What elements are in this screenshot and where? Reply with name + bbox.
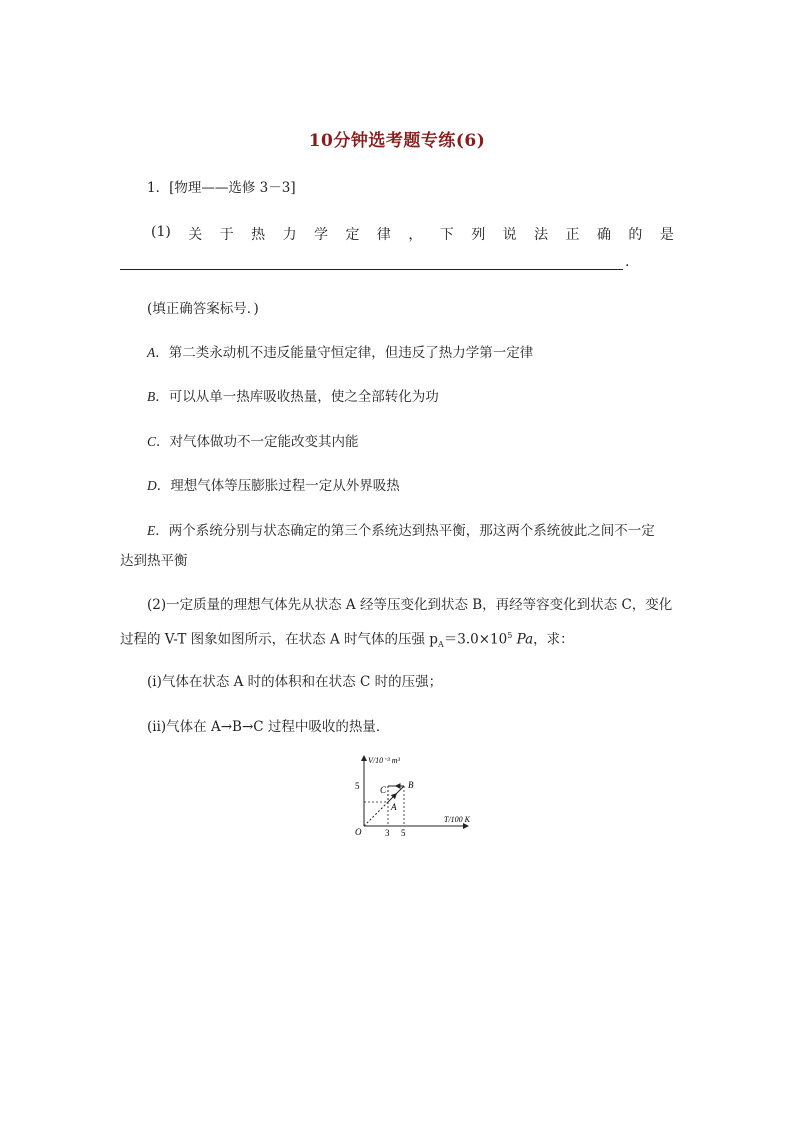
point-label-b: B (408, 780, 414, 790)
stem-char: 确 (596, 227, 611, 243)
stem-char: 说 (502, 227, 517, 243)
answer-blank-line (120, 269, 623, 270)
part2-line2-text: 过程的 V-T 图象如图所示，在状态 A 时气体的压强 p (120, 631, 438, 648)
stem-char: 关 (188, 227, 203, 243)
option-letter: B (147, 389, 156, 404)
stem-char: 热 (251, 227, 266, 243)
stem-char: 是 (659, 227, 674, 243)
stem-char: 力 (282, 227, 297, 243)
pressure-subscript: A (437, 640, 444, 650)
option-text: ．两个系统分别与状态确定的第三个系统达到热平衡，那这两个系统彼此之间不一定 (155, 523, 655, 539)
part2-line1: (2)一定质量的理想气体先从状态 A 经等压变化到状态 B，再经等容变化到状态 C，变化 (147, 597, 673, 613)
page-title: 10分钟选考题专练(6) (308, 131, 486, 151)
stem-char: 的 (628, 227, 643, 243)
stem-char: 列 (471, 227, 486, 243)
stem-char: 于 (219, 227, 234, 243)
option-letter: A (147, 345, 156, 360)
option-letter: C (147, 434, 157, 449)
option-letter: D (147, 478, 157, 493)
sub-question-ii: (ⅱ)气体在 A→B→C 过程中吸收的热量． (147, 719, 390, 735)
part2-line2-end: ，求： (533, 631, 574, 648)
option-c (147, 432, 359, 452)
point-label-a: A (391, 802, 397, 812)
stem-char: 正 (565, 227, 580, 243)
question-heading: 1．[物理——选修 3－3] (147, 180, 296, 196)
stem-char: 定 (345, 227, 360, 243)
x-axis-label: T/100 K (444, 815, 471, 824)
option-text: ．第二类永动机不违反能量守恒定律，但违反了热力学第一定律 (155, 345, 534, 361)
sub-question-i: (ⅰ)气体在状态 A 时的体积和在状态 C 时的压强； (147, 674, 443, 690)
stem-char: 法 (534, 227, 549, 243)
option-a (147, 343, 533, 363)
y-tick-label: 5 (355, 781, 360, 791)
stem-char: 律 (376, 227, 391, 243)
pressure-unit: Pa (516, 631, 534, 648)
origin-label: O (355, 827, 362, 837)
point-label-c: C (380, 785, 387, 795)
x-tick-label: 3 (385, 828, 390, 838)
vt-graph (350, 752, 480, 842)
option-e (147, 521, 655, 541)
stem-char: 学 (314, 227, 329, 243)
stem-char: ， (408, 227, 423, 243)
option-text: ．理想气体等压膨胀过程一定从外界吸热 (156, 478, 400, 494)
option-e-continuation: 达到热平衡 (120, 553, 188, 569)
option-text: ．对气体做功不一定能改变其内能 (156, 434, 359, 450)
answer-note: (填正确答案标号．) (147, 301, 259, 317)
option-text: ．可以从单一热库吸收热量，使之全部转化为功 (155, 389, 439, 405)
stem-period: . (625, 254, 630, 270)
part2-line2 (120, 626, 574, 655)
pressure-value: ＝3.0×10 (443, 631, 508, 648)
part1-stem (151, 224, 674, 244)
x-tick-label: 5 (401, 828, 406, 838)
series-O-to-A (364, 802, 388, 826)
stem-char: (1) (151, 224, 171, 240)
option-b (147, 387, 439, 407)
stem-char: 下 (439, 227, 454, 243)
y-axis-label: V/10⁻³ m³ (368, 756, 400, 765)
option-letter: E (147, 523, 156, 538)
option-d (147, 476, 400, 496)
series-arrow (395, 794, 396, 795)
pressure-exponent: 5 (507, 631, 513, 640)
